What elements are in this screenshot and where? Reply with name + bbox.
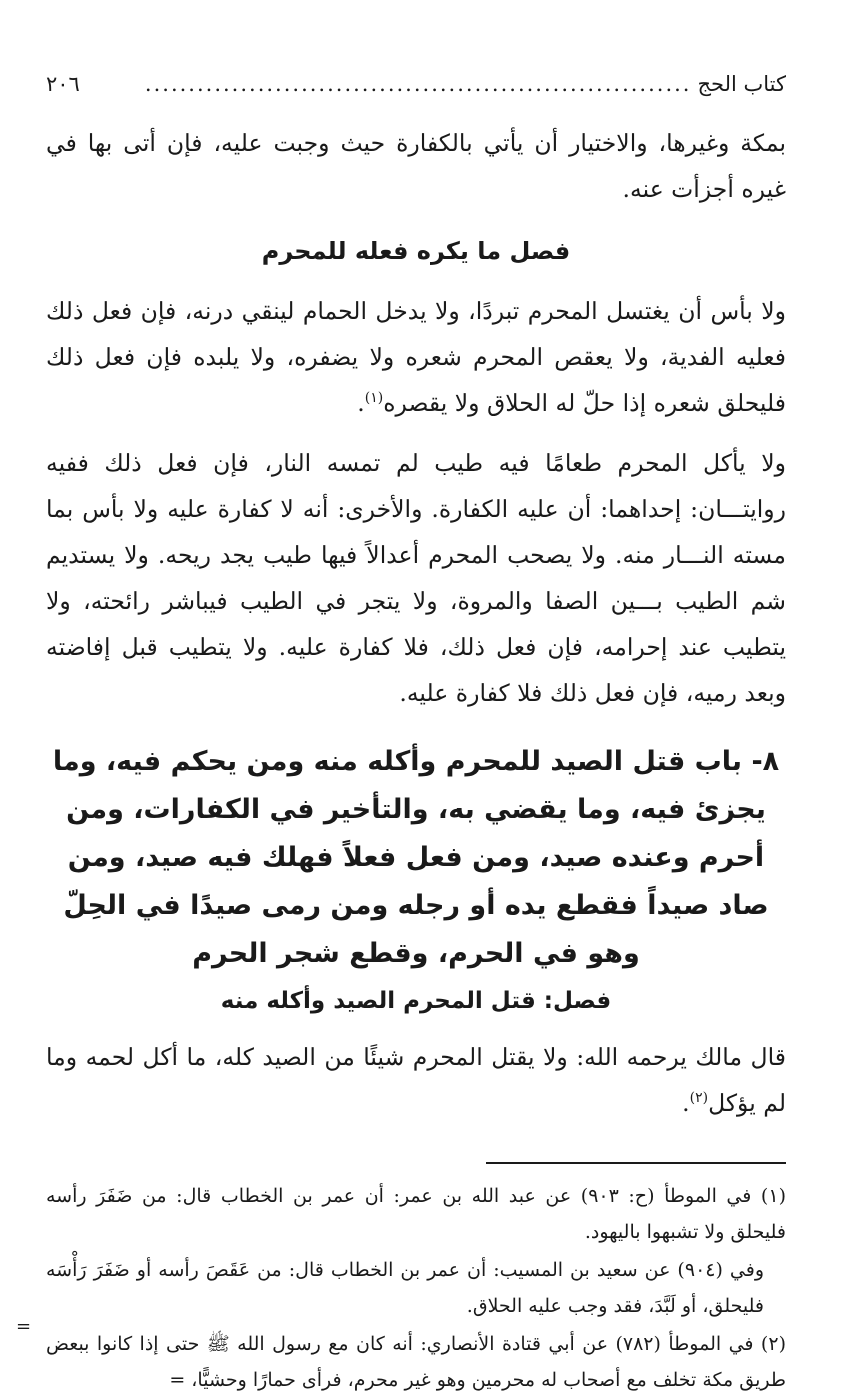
paragraph-end: . xyxy=(682,1089,690,1117)
paragraph-text: قال مالك يرحمه الله: ولا يقتل المحرم شيئًا من الصيد كله، ما أكل لحمه وما لم يؤكل xyxy=(46,1043,786,1117)
margin-mark: = xyxy=(16,1316,32,1337)
running-header-title: كتاب الحج xyxy=(697,72,786,96)
paragraph-text: ولا بأس أن يغتسل المحرم تبردًا، ولا يدخل الحمام لينقي درنه، فإن فعل ذلك فعليه الفدية، ولا يعقص المحرم شعره ولا يضفره، ولا يلبده فإن فعل ذلك فليحلق شعره إذا حلّ له الحلاق ولا يقصره xyxy=(46,297,786,417)
footnote-2: (٢) في الموطأ (٧٨٢) عن أبي قتادة الأنصاري: أنه كان مع رسول الله ﷺ حتى إذا كانوا ببعض طريق مكة تخلف مع أصحاب له محرمين وهو غير محرم، فرأى حمارًا وحشيًّا، = xyxy=(46,1333,786,1391)
paragraph-perfume: ولا يأكل المحرم طعامًا فيه طيب لم تمسه النار، فإن فعل ذلك ففيه روايتـــان: إحداهما: أن عليه الكفارة. والأخرى: أنه لا كفارة عليه ولا بأس بما مسته النـــار منه. ولا يصحب المحرم أعدالاً فيها طيب يجد ريحه. ولا يستديم شم الطيب بـــين الصفا والمروة، ولا يتجر في الطيب فيباشر رائحته، ولا يتطيب عند إحرامه، فإن فعل ذلك، فلا كفارة عليه. ولا يتطيب قبل إفاضته وبعد رميه، فإن فعل ذلك فلا كفارة عليه. xyxy=(46,449,786,707)
paragraph-bathing-hair xyxy=(46,288,786,426)
subsection-title: فصل: قتل المحرم الصيد وأكله منه xyxy=(220,988,612,1014)
footnote-ref-2[interactable]: (٢) xyxy=(689,1090,709,1107)
page-number: ٢٠٦ xyxy=(46,72,80,96)
paragraph-malik xyxy=(46,1034,786,1126)
paragraph-end: . xyxy=(357,389,365,417)
footnote-divider xyxy=(486,1162,786,1164)
running-header xyxy=(46,72,786,112)
footnote-ref-1[interactable]: (١) xyxy=(364,390,384,407)
footnotes xyxy=(46,1178,786,1398)
chapter-heading: ٨- باب قتل الصيد للمحرم وأكله منه ومن يحكم فيه، وما يجزئ فيه، وما يقضي به، والتأخير في الكفارات، ومن أحرم وعنده صيد، ومن فعل فعلاً فهلك فيه صيد، ومن صاد صيداً فقطع يده أو رجله ومن رمى صيدًا في الحِلّ وهو في الحرم، وقطع شجر الحرم xyxy=(52,746,780,969)
intro-paragraph: بمكة وغيرها، والاختيار أن يأتي بالكفارة حيث وجبت عليه، فإن أتى بها في غيره أجزأت عنه. xyxy=(46,129,786,203)
section-title: فصل ما يكره فعله للمحرم xyxy=(261,237,571,265)
footnote-1-continued: وفي (٩٠٤) عن سعيد بن المسيب: أن عمر بن الخطاب قال: من عَقَصَ رأسه أو ضَفَرَ رَأْسَه فليحلق، أو لَبَّدَ، فقد وجب عليه الحلاق. xyxy=(46,1259,765,1317)
footnote-1: (١) في الموطأ (ح: ٩٠٣) عن عبد الله بن عمر: أن عمر بن الخطاب قال: من ضَفَرَ رأسه فليحلق ولا تشبهوا باليهود. xyxy=(46,1185,786,1243)
leader-dots: ............................................................... xyxy=(144,72,692,96)
